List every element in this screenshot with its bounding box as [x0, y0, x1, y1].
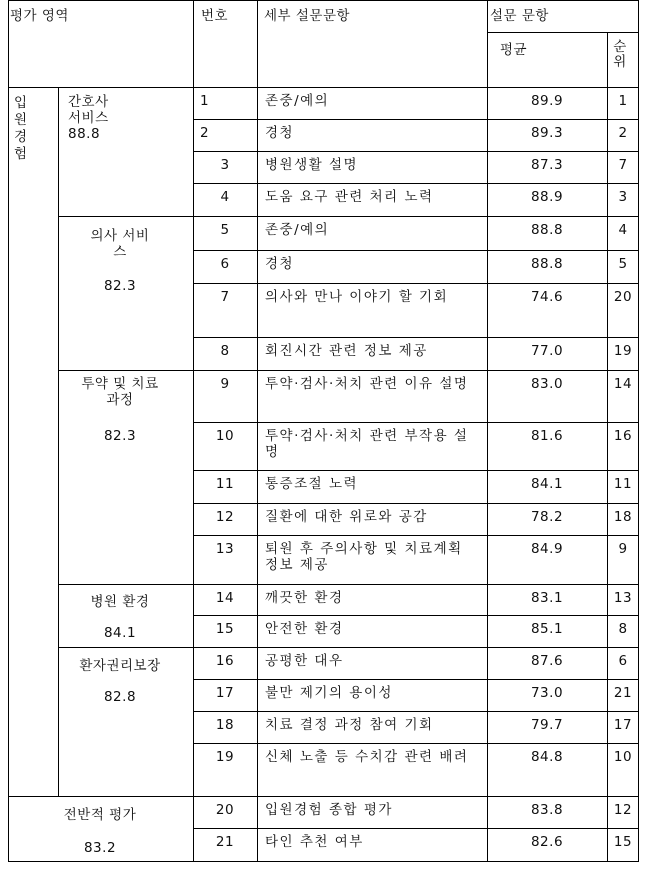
row-item: 존중/예의	[265, 222, 330, 238]
row-number: 13	[215, 541, 235, 557]
row-item: 신체 노출 등 수치감 관련 배려	[265, 749, 469, 765]
row-rank: 21	[613, 685, 633, 701]
grid-line	[8, 796, 194, 797]
grid-line	[193, 828, 639, 829]
header-area: 평가 영역	[10, 8, 69, 24]
row-item: 경청	[265, 256, 295, 272]
grid-line	[58, 87, 59, 797]
grid-line	[8, 0, 639, 1]
row-rank: 2	[618, 125, 628, 141]
grid-line	[193, 711, 639, 712]
row-average: 83.0	[530, 376, 564, 392]
row-number: 17	[215, 685, 235, 701]
row-average: 87.3	[530, 157, 564, 173]
row-rank: 17	[613, 717, 633, 733]
row-average: 88.8	[530, 256, 564, 272]
row-average: 79.7	[530, 717, 564, 733]
row-item: 질환에 대한 위로와 공감	[265, 509, 428, 525]
row-average: 84.1	[530, 476, 564, 492]
grid-line	[58, 216, 194, 217]
group-treatment-score: 82.3	[103, 428, 137, 444]
grid-line	[193, 370, 639, 371]
row-item: 투약·검사·처치 관련 부작용 설명	[265, 428, 469, 460]
row-number: 7	[220, 289, 230, 305]
row-rank: 19	[613, 343, 633, 359]
grid-line	[487, 32, 639, 33]
row-number: 12	[215, 509, 235, 525]
row-number: 21	[215, 834, 235, 850]
grid-line	[193, 743, 639, 744]
row-rank: 10	[613, 749, 633, 765]
grid-line	[193, 250, 639, 251]
header-rank: 순위	[613, 39, 627, 70]
row-average: 74.6	[530, 289, 564, 305]
row-rank: 8	[618, 621, 628, 637]
grid-line	[193, 470, 639, 471]
grid-line	[8, 861, 639, 862]
row-number: 1	[200, 93, 210, 109]
row-item: 회진시간 관련 정보 제공	[265, 343, 428, 359]
row-number: 3	[220, 157, 230, 173]
group-rights-score: 82.8	[103, 689, 137, 705]
group-overall-score: 83.2	[83, 840, 117, 856]
row-rank: 15	[613, 834, 633, 850]
row-number: 19	[215, 749, 235, 765]
row-item: 경청	[265, 125, 295, 141]
row-average: 78.2	[530, 509, 564, 525]
row-average: 84.8	[530, 749, 564, 765]
row-rank: 6	[618, 653, 628, 669]
row-item: 통증조절 노력	[265, 476, 359, 492]
grid-line	[58, 647, 194, 648]
grid-line	[193, 503, 639, 504]
grid-line	[58, 370, 194, 371]
row-number: 14	[215, 590, 235, 606]
row-number: 6	[220, 256, 230, 272]
row-number: 11	[215, 476, 235, 492]
header-survey: 설문 문항	[490, 8, 549, 24]
row-item: 타인 추천 여부	[265, 834, 364, 850]
grid-line	[193, 216, 639, 217]
row-number: 15	[215, 621, 235, 637]
row-rank: 11	[613, 476, 633, 492]
row-item: 존중/예의	[265, 93, 330, 109]
row-item: 치료 결정 과정 참여 기회	[265, 717, 434, 733]
grid-line	[193, 535, 639, 536]
row-rank: 16	[613, 428, 633, 444]
row-number: 2	[200, 125, 210, 141]
row-number: 9	[220, 376, 230, 392]
grid-line	[193, 151, 639, 152]
row-number: 8	[220, 343, 230, 359]
row-average: 83.1	[530, 590, 564, 606]
row-number: 4	[220, 189, 230, 205]
row-item: 불만 제기의 용이성	[265, 685, 393, 701]
grid-line	[193, 337, 639, 338]
row-rank: 4	[618, 222, 628, 238]
row-average: 73.0	[530, 685, 564, 701]
row-item: 의사와 만나 이야기 할 기회	[265, 289, 449, 305]
row-average: 81.6	[530, 428, 564, 444]
grid-line	[193, 183, 639, 184]
group-environment-score: 84.1	[103, 625, 137, 641]
group-treatment-label: 투약 및 치료과정	[81, 376, 159, 408]
row-item: 공평한 대우	[265, 653, 344, 669]
group-nurse-score: 88.8	[68, 126, 101, 142]
row-rank: 1	[618, 93, 628, 109]
row-rank: 3	[618, 189, 628, 205]
group-doctor-label: 의사 서비스	[90, 228, 150, 260]
grid-line	[193, 647, 639, 648]
header-avg: 평균	[500, 42, 528, 58]
row-number: 20	[215, 802, 235, 818]
grid-line	[257, 0, 258, 862]
row-rank: 5	[618, 256, 628, 272]
grid-line	[193, 584, 639, 585]
row-rank: 9	[618, 541, 628, 557]
row-average: 83.8	[530, 802, 564, 818]
grid-line	[193, 796, 639, 797]
row-rank: 18	[613, 509, 633, 525]
header-detail: 세부 설문문항	[264, 8, 351, 24]
row-average: 84.9	[530, 541, 564, 557]
row-rank: 7	[618, 157, 628, 173]
grid-line	[193, 283, 639, 284]
row-item: 도움 요구 관련 처리 노력	[265, 189, 434, 205]
row-average: 88.9	[530, 189, 564, 205]
row-number: 10	[215, 428, 235, 444]
row-item: 안전한 환경	[265, 621, 344, 637]
row-average: 85.1	[530, 621, 564, 637]
row-average: 82.6	[530, 834, 564, 850]
group-nurse-label: 간호사 서비스	[68, 94, 109, 126]
group-doctor-score: 82.3	[103, 278, 137, 294]
row-item: 병원생활 설명	[265, 157, 359, 173]
row-item: 투약·검사·처치 관련 이유 설명	[265, 376, 469, 392]
row-rank: 13	[613, 590, 633, 606]
header-number: 번호	[201, 8, 229, 24]
group-overall-label: 전반적 평가	[63, 807, 137, 823]
row-average: 88.8	[530, 222, 564, 238]
row-rank: 20	[613, 289, 633, 305]
row-average: 89.9	[530, 93, 564, 109]
row-item: 깨끗한 환경	[265, 590, 344, 606]
grid-line	[193, 422, 639, 423]
row-number: 16	[215, 653, 235, 669]
grid-line	[193, 679, 639, 680]
row-average: 87.6	[530, 653, 564, 669]
grid-line	[8, 0, 9, 862]
group-environment-label: 병원 환경	[90, 594, 150, 610]
group-rights-label: 환자권리보장	[79, 658, 161, 674]
grid-line	[58, 584, 194, 585]
row-average: 77.0	[530, 343, 564, 359]
grid-line	[193, 615, 639, 616]
group-inpatient: 입원경험	[14, 95, 28, 162]
grid-line	[193, 119, 639, 120]
row-rank: 14	[613, 376, 633, 392]
row-average: 89.3	[530, 125, 564, 141]
row-number: 18	[215, 717, 235, 733]
row-number: 5	[220, 222, 230, 238]
row-rank: 12	[613, 802, 633, 818]
grid-line	[8, 87, 639, 88]
row-item: 퇴원 후 주의사항 및 치료계획 정보 제공	[265, 541, 463, 573]
row-item: 입원경험 종합 평가	[265, 802, 393, 818]
